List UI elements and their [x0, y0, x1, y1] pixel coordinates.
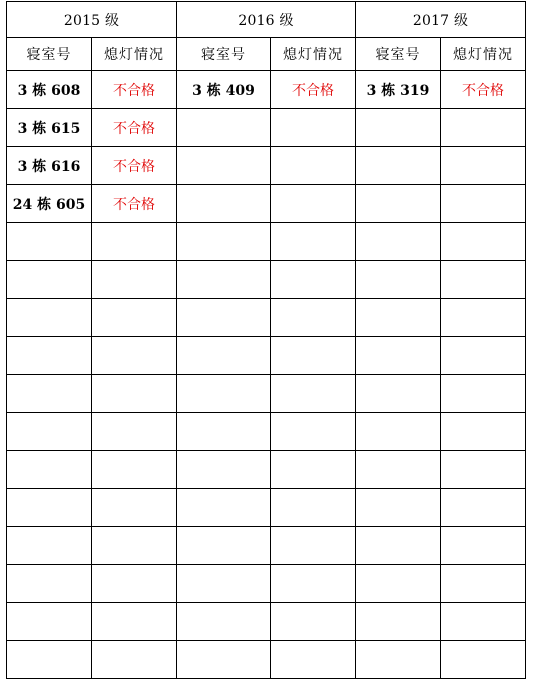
room-number-cell: [356, 527, 441, 565]
lights-out-status-cell: [441, 565, 526, 603]
lights-out-status-cell: [271, 337, 356, 375]
lights-out-status-cell: [441, 603, 526, 641]
room-column-header: 寝室号: [7, 38, 92, 71]
table-row: [7, 147, 526, 185]
status-column-header: 熄灯情况: [441, 38, 526, 71]
lights-out-status-cell: [441, 375, 526, 413]
lights-out-status-cell: [92, 451, 177, 489]
room-number-cell: [7, 489, 92, 527]
lights-out-status-cell: [92, 261, 177, 299]
table-row: [7, 185, 526, 223]
lights-out-status-cell: [271, 641, 356, 679]
room-number-cell: [177, 489, 271, 527]
room-number-cell: [356, 375, 441, 413]
lights-out-status-cell: [441, 185, 526, 223]
lights-out-status-cell: [441, 147, 526, 185]
table-row: [7, 299, 526, 337]
lights-out-status-cell: [441, 527, 526, 565]
lights-out-status-cell: [441, 337, 526, 375]
lights-out-status-cell: 不合格: [441, 71, 526, 109]
year-header-2016: 2016 级: [177, 2, 356, 38]
status-column-header: 熄灯情况: [271, 38, 356, 71]
lights-out-status-cell: 不合格: [92, 109, 177, 147]
table-row: [7, 641, 526, 679]
lights-out-status-cell: [92, 603, 177, 641]
room-number-cell: [177, 109, 271, 147]
room-number-cell: [7, 641, 92, 679]
room-column-header: 寝室号: [356, 38, 441, 71]
lights-out-status-cell: [92, 413, 177, 451]
room-number-cell: [177, 641, 271, 679]
room-number-cell: [356, 565, 441, 603]
lights-out-status-cell: [92, 337, 177, 375]
room-number-cell: [177, 451, 271, 489]
lights-out-status-cell: [441, 261, 526, 299]
room-number-cell: [7, 451, 92, 489]
room-number-cell: [177, 603, 271, 641]
room-number-cell: [177, 565, 271, 603]
lights-out-status-cell: [441, 223, 526, 261]
table-row: [7, 527, 526, 565]
room-number-cell: [7, 603, 92, 641]
table-row: [7, 223, 526, 261]
room-number-cell: [177, 147, 271, 185]
room-number-cell: 3 栋 615: [7, 109, 92, 147]
table-row: [7, 451, 526, 489]
room-number-cell: [177, 337, 271, 375]
room-number-cell: [177, 527, 271, 565]
room-number-cell: [177, 375, 271, 413]
lights-out-status-cell: [92, 641, 177, 679]
room-number-cell: [177, 261, 271, 299]
room-number-cell: 3 栋 608: [7, 71, 92, 109]
room-number-cell: [177, 223, 271, 261]
room-number-cell: [356, 451, 441, 489]
table-row: [7, 109, 526, 147]
lights-out-status-cell: [441, 489, 526, 527]
lights-out-status-cell: [441, 413, 526, 451]
room-number-cell: 3 栋 409: [177, 71, 271, 109]
lights-out-status-cell: [271, 527, 356, 565]
room-column-header: 寝室号: [177, 38, 271, 71]
room-number-cell: [7, 337, 92, 375]
room-number-cell: [356, 641, 441, 679]
lights-out-status-cell: [271, 109, 356, 147]
room-number-cell: [177, 413, 271, 451]
room-number-cell: 3 栋 616: [7, 147, 92, 185]
table-row: [7, 565, 526, 603]
room-number-cell: [356, 489, 441, 527]
lights-out-status-cell: [271, 565, 356, 603]
room-number-cell: [7, 299, 92, 337]
room-number-cell: [356, 109, 441, 147]
room-number-cell: [7, 261, 92, 299]
lights-out-status-cell: 不合格: [92, 147, 177, 185]
lights-out-status-cell: [92, 223, 177, 261]
room-number-cell: [177, 299, 271, 337]
lights-out-status-cell: [92, 375, 177, 413]
table-row: [7, 71, 526, 109]
lights-out-status-cell: [271, 261, 356, 299]
lights-out-status-cell: [271, 185, 356, 223]
lights-out-status-cell: [271, 299, 356, 337]
lights-out-status-cell: [271, 223, 356, 261]
lights-out-status-cell: [441, 451, 526, 489]
year-header-2017: 2017 级: [356, 2, 526, 38]
room-number-cell: [356, 147, 441, 185]
status-column-header: 熄灯情况: [92, 38, 177, 71]
lights-out-status-cell: [271, 413, 356, 451]
table-row: [7, 413, 526, 451]
room-number-cell: 24 栋 605: [7, 185, 92, 223]
table-row: [7, 261, 526, 299]
room-number-cell: [7, 565, 92, 603]
room-number-cell: [7, 223, 92, 261]
column-header-row: [7, 38, 526, 71]
lights-out-status-cell: [441, 641, 526, 679]
lights-out-status-cell: 不合格: [271, 71, 356, 109]
lights-out-status-cell: [271, 147, 356, 185]
room-number-cell: [356, 337, 441, 375]
room-number-cell: [356, 413, 441, 451]
year-header-row: [7, 2, 526, 38]
lights-out-status-cell: [92, 565, 177, 603]
lights-out-inspection-table: [6, 1, 526, 679]
lights-out-status-cell: 不合格: [92, 71, 177, 109]
lights-out-status-cell: [271, 489, 356, 527]
lights-out-status-cell: [271, 451, 356, 489]
table-row: [7, 489, 526, 527]
room-number-cell: [177, 185, 271, 223]
room-number-cell: [356, 603, 441, 641]
lights-out-status-cell: [441, 109, 526, 147]
room-number-cell: 3 栋 319: [356, 71, 441, 109]
room-number-cell: [7, 375, 92, 413]
lights-out-status-cell: 不合格: [92, 185, 177, 223]
room-number-cell: [356, 185, 441, 223]
room-number-cell: [7, 527, 92, 565]
table-row: [7, 375, 526, 413]
room-number-cell: [356, 261, 441, 299]
lights-out-status-cell: [441, 299, 526, 337]
room-number-cell: [356, 223, 441, 261]
table-row: [7, 603, 526, 641]
room-number-cell: [356, 299, 441, 337]
lights-out-status-cell: [271, 603, 356, 641]
lights-out-status-cell: [271, 375, 356, 413]
lights-out-status-cell: [92, 489, 177, 527]
year-header-2015: 2015 级: [7, 2, 177, 38]
table-row: [7, 337, 526, 375]
lights-out-status-cell: [92, 527, 177, 565]
room-number-cell: [7, 413, 92, 451]
lights-out-status-cell: [92, 299, 177, 337]
